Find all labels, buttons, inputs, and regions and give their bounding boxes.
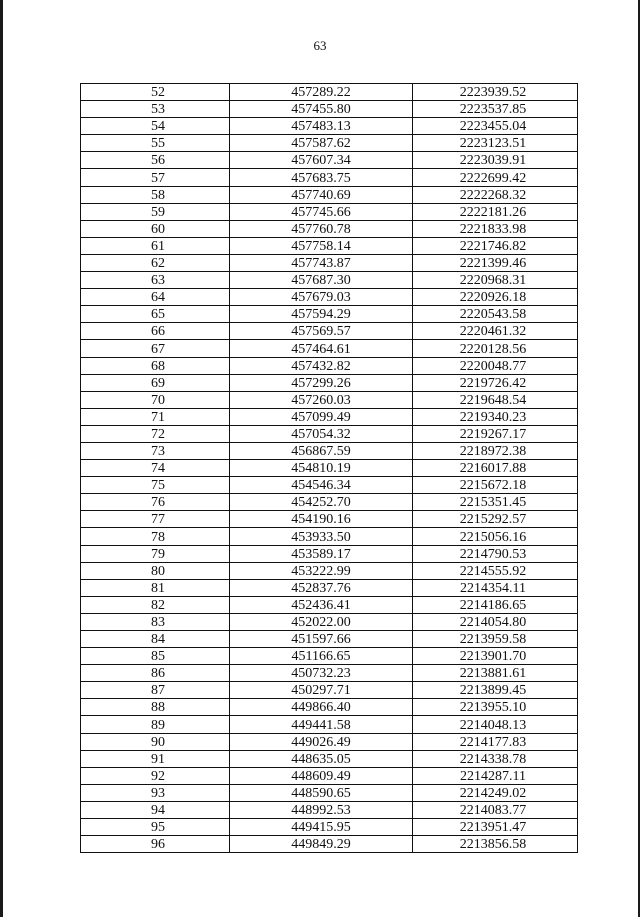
table-row bbox=[81, 819, 578, 836]
table-row bbox=[81, 733, 578, 750]
y-coordinate-cell: 2220968.31 bbox=[413, 272, 578, 289]
y-coordinate-cell: 2221399.46 bbox=[413, 254, 578, 271]
x-coordinate-cell: 457607.34 bbox=[230, 152, 413, 169]
y-coordinate-cell: 2215292.57 bbox=[413, 511, 578, 528]
point-number-cell: 77 bbox=[81, 511, 230, 528]
point-number-cell: 91 bbox=[81, 750, 230, 767]
point-number-cell: 73 bbox=[81, 442, 230, 459]
table-row bbox=[81, 613, 578, 630]
x-coordinate-cell: 457760.78 bbox=[230, 220, 413, 237]
table-row bbox=[81, 323, 578, 340]
x-coordinate-cell: 452022.00 bbox=[230, 613, 413, 630]
x-coordinate-cell: 457687.30 bbox=[230, 272, 413, 289]
point-number-cell: 58 bbox=[81, 186, 230, 203]
x-coordinate-cell: 449849.29 bbox=[230, 836, 413, 853]
table-row bbox=[81, 374, 578, 391]
table-row bbox=[81, 511, 578, 528]
table-row bbox=[81, 665, 578, 682]
x-coordinate-cell: 450297.71 bbox=[230, 682, 413, 699]
point-number-cell: 75 bbox=[81, 477, 230, 494]
y-coordinate-cell: 2216017.88 bbox=[413, 460, 578, 477]
x-coordinate-cell: 453933.50 bbox=[230, 528, 413, 545]
point-number-cell: 83 bbox=[81, 613, 230, 630]
point-number-cell: 79 bbox=[81, 545, 230, 562]
point-number-cell: 59 bbox=[81, 203, 230, 220]
table-row bbox=[81, 152, 578, 169]
table-row bbox=[81, 203, 578, 220]
table-row bbox=[81, 408, 578, 425]
y-coordinate-cell: 2220543.58 bbox=[413, 306, 578, 323]
y-coordinate-cell: 2214186.65 bbox=[413, 596, 578, 613]
point-number-cell: 65 bbox=[81, 306, 230, 323]
point-number-cell: 89 bbox=[81, 716, 230, 733]
y-coordinate-cell: 2218972.38 bbox=[413, 442, 578, 459]
table-row bbox=[81, 442, 578, 459]
y-coordinate-cell: 2219648.54 bbox=[413, 391, 578, 408]
y-coordinate-cell: 2213899.45 bbox=[413, 682, 578, 699]
y-coordinate-cell: 2223537.85 bbox=[413, 101, 578, 118]
x-coordinate-cell: 457740.69 bbox=[230, 186, 413, 203]
x-coordinate-cell: 452837.76 bbox=[230, 579, 413, 596]
x-coordinate-cell: 457432.82 bbox=[230, 357, 413, 374]
table-row bbox=[81, 425, 578, 442]
table-row bbox=[81, 648, 578, 665]
y-coordinate-cell: 2220128.56 bbox=[413, 340, 578, 357]
point-number-cell: 76 bbox=[81, 494, 230, 511]
y-coordinate-cell: 2214177.83 bbox=[413, 733, 578, 750]
x-coordinate-cell: 454810.19 bbox=[230, 460, 413, 477]
x-coordinate-cell: 457587.62 bbox=[230, 135, 413, 152]
y-coordinate-cell: 2221746.82 bbox=[413, 237, 578, 254]
x-coordinate-cell: 448635.05 bbox=[230, 750, 413, 767]
x-coordinate-cell: 449026.49 bbox=[230, 733, 413, 750]
table-row bbox=[81, 118, 578, 135]
table-row bbox=[81, 169, 578, 186]
table-row bbox=[81, 477, 578, 494]
y-coordinate-cell: 2213881.61 bbox=[413, 665, 578, 682]
point-number-cell: 67 bbox=[81, 340, 230, 357]
y-coordinate-cell: 2213955.10 bbox=[413, 699, 578, 716]
x-coordinate-cell: 456867.59 bbox=[230, 442, 413, 459]
point-number-cell: 62 bbox=[81, 254, 230, 271]
table-row bbox=[81, 579, 578, 596]
table-row bbox=[81, 528, 578, 545]
x-coordinate-cell: 449415.95 bbox=[230, 819, 413, 836]
y-coordinate-cell: 2223123.51 bbox=[413, 135, 578, 152]
table-row bbox=[81, 357, 578, 374]
table-row bbox=[81, 186, 578, 203]
point-number-cell: 96 bbox=[81, 836, 230, 853]
point-number-cell: 71 bbox=[81, 408, 230, 425]
y-coordinate-cell: 2222181.26 bbox=[413, 203, 578, 220]
table-row bbox=[81, 84, 578, 101]
point-number-cell: 72 bbox=[81, 425, 230, 442]
y-coordinate-cell: 2214354.11 bbox=[413, 579, 578, 596]
point-number-cell: 81 bbox=[81, 579, 230, 596]
x-coordinate-cell: 451166.65 bbox=[230, 648, 413, 665]
coordinates-table bbox=[80, 83, 578, 853]
table-row bbox=[81, 596, 578, 613]
x-coordinate-cell: 457289.22 bbox=[230, 84, 413, 101]
point-number-cell: 85 bbox=[81, 648, 230, 665]
table-row bbox=[81, 340, 578, 357]
point-number-cell: 80 bbox=[81, 562, 230, 579]
y-coordinate-cell: 2214083.77 bbox=[413, 801, 578, 818]
x-coordinate-cell: 457679.03 bbox=[230, 289, 413, 306]
y-coordinate-cell: 2214048.13 bbox=[413, 716, 578, 733]
x-coordinate-cell: 448590.65 bbox=[230, 784, 413, 801]
point-number-cell: 88 bbox=[81, 699, 230, 716]
x-coordinate-cell: 454190.16 bbox=[230, 511, 413, 528]
y-coordinate-cell: 2220048.77 bbox=[413, 357, 578, 374]
y-coordinate-cell: 2214338.78 bbox=[413, 750, 578, 767]
x-coordinate-cell: 457464.61 bbox=[230, 340, 413, 357]
table-row bbox=[81, 460, 578, 477]
y-coordinate-cell: 2214555.92 bbox=[413, 562, 578, 579]
table-row bbox=[81, 767, 578, 784]
y-coordinate-cell: 2220926.18 bbox=[413, 289, 578, 306]
x-coordinate-cell: 457299.26 bbox=[230, 374, 413, 391]
point-number-cell: 92 bbox=[81, 767, 230, 784]
point-number-cell: 69 bbox=[81, 374, 230, 391]
point-number-cell: 56 bbox=[81, 152, 230, 169]
table-row bbox=[81, 254, 578, 271]
table-row bbox=[81, 135, 578, 152]
point-number-cell: 53 bbox=[81, 101, 230, 118]
y-coordinate-cell: 2215056.16 bbox=[413, 528, 578, 545]
point-number-cell: 54 bbox=[81, 118, 230, 135]
x-coordinate-cell: 457758.14 bbox=[230, 237, 413, 254]
table-row bbox=[81, 716, 578, 733]
x-coordinate-cell: 457260.03 bbox=[230, 391, 413, 408]
point-number-cell: 84 bbox=[81, 631, 230, 648]
table-row bbox=[81, 562, 578, 579]
page-border-left bbox=[0, 0, 3, 917]
x-coordinate-cell: 457594.29 bbox=[230, 306, 413, 323]
y-coordinate-cell: 2213959.58 bbox=[413, 631, 578, 648]
point-number-cell: 60 bbox=[81, 220, 230, 237]
x-coordinate-cell: 453589.17 bbox=[230, 545, 413, 562]
table-row bbox=[81, 836, 578, 853]
x-coordinate-cell: 450732.23 bbox=[230, 665, 413, 682]
y-coordinate-cell: 2213951.47 bbox=[413, 819, 578, 836]
point-number-cell: 55 bbox=[81, 135, 230, 152]
y-coordinate-cell: 2222268.32 bbox=[413, 186, 578, 203]
y-coordinate-cell: 2214249.02 bbox=[413, 784, 578, 801]
x-coordinate-cell: 454252.70 bbox=[230, 494, 413, 511]
table-row bbox=[81, 784, 578, 801]
y-coordinate-cell: 2223939.52 bbox=[413, 84, 578, 101]
point-number-cell: 94 bbox=[81, 801, 230, 818]
point-number-cell: 63 bbox=[81, 272, 230, 289]
y-coordinate-cell: 2222699.42 bbox=[413, 169, 578, 186]
table-row bbox=[81, 545, 578, 562]
table-row bbox=[81, 494, 578, 511]
y-coordinate-cell: 2213856.58 bbox=[413, 836, 578, 853]
y-coordinate-cell: 2223455.04 bbox=[413, 118, 578, 135]
point-number-cell: 95 bbox=[81, 819, 230, 836]
point-number-cell: 93 bbox=[81, 784, 230, 801]
y-coordinate-cell: 2214790.53 bbox=[413, 545, 578, 562]
x-coordinate-cell: 448992.53 bbox=[230, 801, 413, 818]
table-row bbox=[81, 101, 578, 118]
point-number-cell: 74 bbox=[81, 460, 230, 477]
table-row bbox=[81, 682, 578, 699]
x-coordinate-cell: 449866.40 bbox=[230, 699, 413, 716]
point-number-cell: 90 bbox=[81, 733, 230, 750]
point-number-cell: 61 bbox=[81, 237, 230, 254]
x-coordinate-cell: 457743.87 bbox=[230, 254, 413, 271]
y-coordinate-cell: 2220461.32 bbox=[413, 323, 578, 340]
point-number-cell: 64 bbox=[81, 289, 230, 306]
x-coordinate-cell: 457054.32 bbox=[230, 425, 413, 442]
table-row bbox=[81, 306, 578, 323]
point-number-cell: 78 bbox=[81, 528, 230, 545]
coordinates-table-body bbox=[81, 84, 578, 853]
table-row bbox=[81, 237, 578, 254]
page-number: 63 bbox=[313, 38, 327, 53]
y-coordinate-cell: 2213901.70 bbox=[413, 648, 578, 665]
point-number-cell: 70 bbox=[81, 391, 230, 408]
x-coordinate-cell: 449441.58 bbox=[230, 716, 413, 733]
table-row bbox=[81, 289, 578, 306]
x-coordinate-cell: 457099.49 bbox=[230, 408, 413, 425]
point-number-cell: 68 bbox=[81, 357, 230, 374]
y-coordinate-cell: 2214287.11 bbox=[413, 767, 578, 784]
y-coordinate-cell: 2219267.17 bbox=[413, 425, 578, 442]
x-coordinate-cell: 457745.66 bbox=[230, 203, 413, 220]
y-coordinate-cell: 2219726.42 bbox=[413, 374, 578, 391]
table-row bbox=[81, 391, 578, 408]
y-coordinate-cell: 2223039.91 bbox=[413, 152, 578, 169]
point-number-cell: 57 bbox=[81, 169, 230, 186]
table-row bbox=[81, 631, 578, 648]
table-row bbox=[81, 801, 578, 818]
x-coordinate-cell: 448609.49 bbox=[230, 767, 413, 784]
table-row bbox=[81, 699, 578, 716]
y-coordinate-cell: 2215351.45 bbox=[413, 494, 578, 511]
table-row bbox=[81, 220, 578, 237]
table-row bbox=[81, 272, 578, 289]
x-coordinate-cell: 453222.99 bbox=[230, 562, 413, 579]
x-coordinate-cell: 452436.41 bbox=[230, 596, 413, 613]
x-coordinate-cell: 457483.13 bbox=[230, 118, 413, 135]
point-number-cell: 66 bbox=[81, 323, 230, 340]
y-coordinate-cell: 2214054.80 bbox=[413, 613, 578, 630]
x-coordinate-cell: 457683.75 bbox=[230, 169, 413, 186]
x-coordinate-cell: 457569.57 bbox=[230, 323, 413, 340]
point-number-cell: 52 bbox=[81, 84, 230, 101]
point-number-cell: 86 bbox=[81, 665, 230, 682]
y-coordinate-cell: 2221833.98 bbox=[413, 220, 578, 237]
point-number-cell: 82 bbox=[81, 596, 230, 613]
point-number-cell: 87 bbox=[81, 682, 230, 699]
y-coordinate-cell: 2215672.18 bbox=[413, 477, 578, 494]
table-row bbox=[81, 750, 578, 767]
x-coordinate-cell: 454546.34 bbox=[230, 477, 413, 494]
x-coordinate-cell: 457455.80 bbox=[230, 101, 413, 118]
x-coordinate-cell: 451597.66 bbox=[230, 631, 413, 648]
y-coordinate-cell: 2219340.23 bbox=[413, 408, 578, 425]
